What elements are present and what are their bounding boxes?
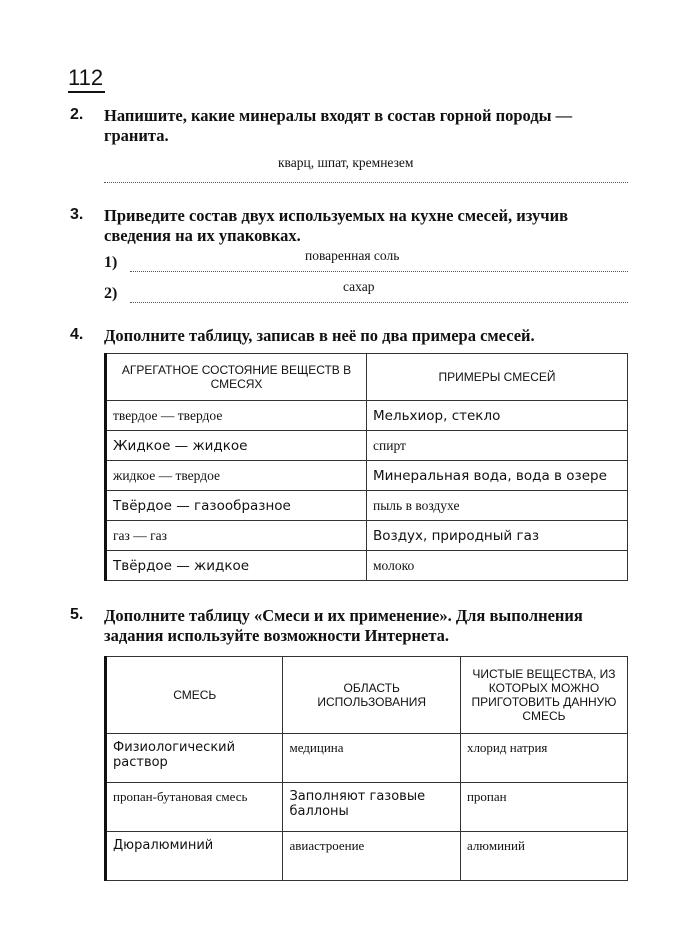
- table-cell[interactable]: жидкое — твердое: [106, 461, 367, 491]
- line-label: 1): [104, 254, 118, 271]
- table-row: [106, 431, 628, 461]
- table-row: [106, 734, 628, 783]
- table-cell[interactable]: твердое — твердое: [106, 401, 367, 431]
- table-cell[interactable]: Физиологический раствор: [106, 734, 283, 783]
- table-header: АГРЕГАТНОЕ СОСТОЯНИЕ ВЕЩЕСТВ В СМЕСЯХ: [106, 354, 367, 401]
- table-row: [106, 832, 628, 881]
- task-3: [70, 206, 635, 246]
- table-header: ЧИСТЫЕ ВЕЩЕСТВА, ИЗ КОТОРЫХ МОЖНО ПРИГОТОВИТЬ ДАННУЮ СМЕСЬ: [460, 657, 627, 734]
- table-cell[interactable]: Мельхиор, стекло: [367, 401, 628, 431]
- table-header: ОБЛАСТЬ ИСПОЛЬЗОВАНИЯ: [283, 657, 460, 734]
- task-text: Дополните таблицу «Смеси и их применение». Для выполнения задания используйте возможности Интернета.: [104, 606, 583, 645]
- answer-text: сахар: [343, 279, 375, 294]
- table-row: [106, 401, 628, 431]
- page-number: 112: [68, 66, 105, 93]
- table-row: [106, 551, 628, 581]
- table-cell[interactable]: пыль в воздухе: [367, 491, 628, 521]
- table-cell[interactable]: газ — газ: [106, 521, 367, 551]
- table-cell[interactable]: алюминий: [460, 832, 627, 881]
- table-header: ПРИМЕРЫ СМЕСЕЙ: [367, 354, 628, 401]
- table-cell[interactable]: пропан: [460, 783, 627, 832]
- table-cell[interactable]: спирт: [367, 431, 628, 461]
- table-cell[interactable]: Твёрдое — жидкое: [106, 551, 367, 581]
- line-label: 2): [104, 285, 118, 302]
- table-row: [106, 783, 628, 832]
- table-header: СМЕСЬ: [106, 657, 283, 734]
- task-2: [70, 106, 635, 146]
- task-text: Приведите состав двух используемых на кухне смесей, изучив сведения на их упаковках.: [104, 206, 569, 245]
- table-cell[interactable]: хлорид натрия: [460, 734, 627, 783]
- table-cell[interactable]: Твёрдое — газообразное: [106, 491, 367, 521]
- table-cell[interactable]: Заполняют газовые баллоны: [283, 783, 460, 832]
- table-cell[interactable]: Минеральная вода, вода в озере: [367, 461, 628, 491]
- table-cell[interactable]: медицина: [283, 734, 460, 783]
- table-cell[interactable]: Жидкое — жидкое: [106, 431, 367, 461]
- answer-line[interactable]: [130, 282, 628, 303]
- table-row: [106, 491, 628, 521]
- task-text: Напишите, какие минералы входят в состав горной породы — гранита.: [104, 106, 573, 145]
- table-row: [106, 521, 628, 551]
- answer-text: поваренная соль: [305, 248, 400, 263]
- table-cell[interactable]: Дюралюминий: [106, 832, 283, 881]
- table-header-row: [106, 657, 628, 734]
- table-row: [106, 461, 628, 491]
- task-4: [70, 326, 635, 346]
- table-header-row: [106, 354, 628, 401]
- task-text: Дополните таблицу, записав в неё по два примера смесей.: [104, 326, 535, 345]
- table-cell[interactable]: молоко: [367, 551, 628, 581]
- answer-text: кварц, шпат, кремнезем: [278, 155, 414, 170]
- task-number: 4.: [70, 326, 84, 343]
- table-cell[interactable]: пропан-бутановая смесь: [106, 783, 283, 832]
- mixtures-state-table: [104, 353, 628, 581]
- mixtures-usage-table: [104, 656, 628, 881]
- task-5: [70, 606, 635, 646]
- task-number: 2.: [70, 106, 84, 123]
- table-cell[interactable]: Воздух, природный газ: [367, 521, 628, 551]
- task-number: 3.: [70, 206, 84, 223]
- task-number: 5.: [70, 606, 84, 623]
- table-cell[interactable]: авиастроение: [283, 832, 460, 881]
